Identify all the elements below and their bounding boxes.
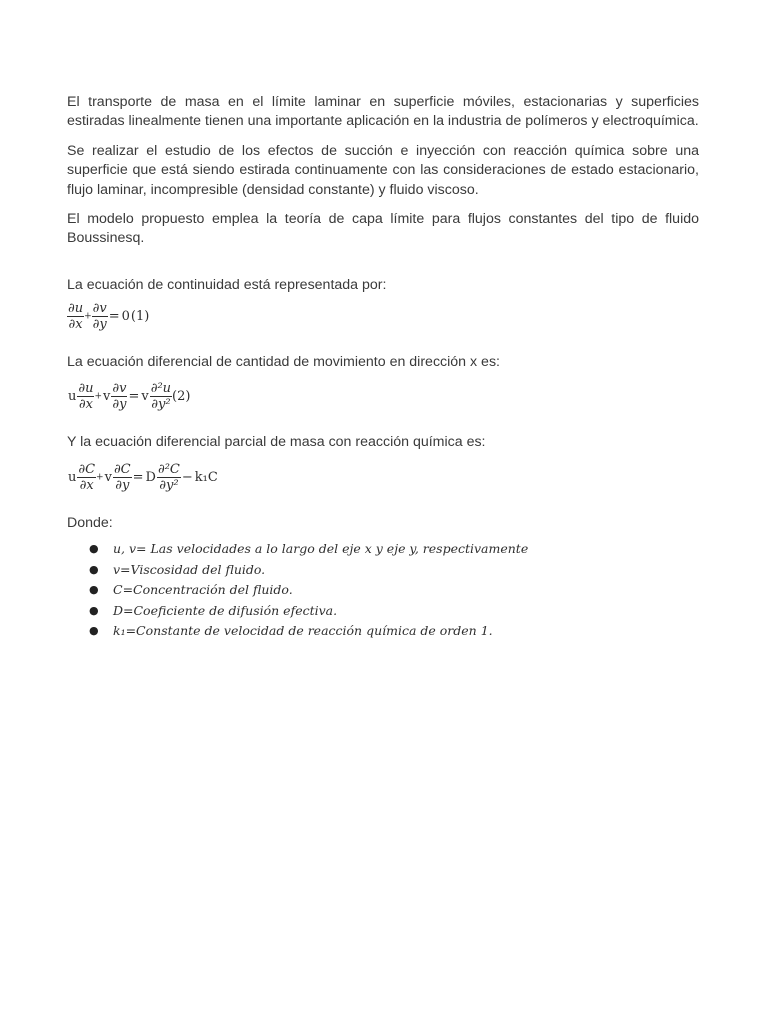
definition-item: ● u, v= Las velocidades a lo largo del eje x y eje y, respectivamente [89, 541, 529, 557]
momentum-intro: La ecuación diferencial de cantidad de movimiento en dirección x es: [67, 354, 500, 371]
definition-item: ● v=Viscosidad del fluido. [89, 561, 266, 577]
continuity-frac-du-dx: $\frac{\partial u}{\partial x}$ [68, 301, 84, 333]
continuity-equation: $\frac{\partial u}{\partial x}$ + $\frac{\partial v}{\partial y}$ = 0(1) [68, 301, 150, 333]
paragraph-intro: El transporte de masa en el límite laminar en superficie móviles, estacionarias y superficies estiradas linealmente tienen una importante aplicación en la industria de polímeros y electroquímica. [67, 94, 699, 130]
momentum-frac-dv-dy: $\frac{\partial v}{\partial y}$ [112, 380, 127, 412]
mass-intro: Y la ecuación diferencial parcial de masa con reacción química es: [67, 433, 486, 450]
definitions-list [67, 539, 699, 641]
paragraph-study: Se realizar el estudio de los efectos de succión e inyección con reacción química sobre una superficie que está siendo estirada continuamente con las consideraciones de estado estacionario, flujo laminar, incompresible (densidad constante) y fluido viscoso. [67, 142, 699, 198]
definition-item: ● D=Coeficiente de difusión efectiva. [89, 602, 338, 618]
continuity-rhs: 0 [121, 309, 130, 325]
definition-item: ● C=Concentración del fluido. [89, 582, 293, 598]
paragraph-model: El modelo propuesto emplea la teoría de capa límite para flujos constantes del tipo de fluido Boussinesq. [67, 211, 699, 247]
momentum-equation: u $\frac{\partial u}{\partial x}$ +v $\frac{\partial v}{\partial y}$ = v $\frac{\text{∂²u}}{\text{∂y²}}$ (2) [68, 380, 191, 412]
mass-frac-dC-dx: $\frac{\partial C}{\partial x}$ [78, 462, 96, 494]
where-label: Donde: [67, 515, 113, 532]
momentum-frac-d2u-dy2: $\frac{\text{∂²u}}{\text{∂y²}}$ [150, 380, 172, 412]
mass-frac-d2C-dy2: $\frac{\text{∂²C}}{\text{∂y²}}$ [157, 462, 180, 494]
document-page [67, 93, 699, 642]
mass-equation: u $\frac{\partial C}{\partial x}$ +v $\frac{\partial C}{\partial y}$ = D $\frac{\text{∂²C}}{\text{∂y²}}$ − k₁C [68, 462, 218, 494]
mass-reaction-term: k₁C [194, 470, 218, 486]
continuity-intro: La ecuación de continuidad está representada por: [67, 276, 387, 293]
mass-frac-dC-dy: $\frac{\partial C}{\partial y}$ [113, 462, 131, 494]
equation-number-2: (2) [172, 388, 191, 404]
continuity-frac-dv-dy: $\frac{\partial v}{\partial y}$ [92, 301, 107, 333]
equation-number-1: (1) [130, 309, 150, 325]
momentum-frac-du-dx: $\frac{\partial u}{\partial x}$ [78, 380, 94, 412]
definition-item: ● k₁=Constante de velocidad de reacción química de orden 1. [89, 623, 493, 639]
